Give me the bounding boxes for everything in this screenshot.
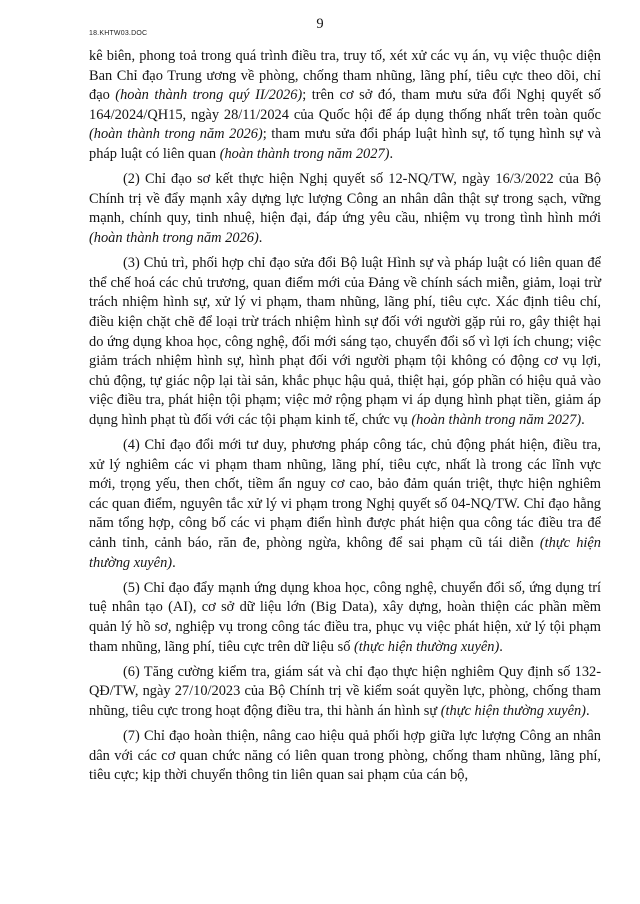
text-run: .: [581, 411, 585, 428]
text-run: .: [389, 145, 394, 162]
text-run: .: [499, 638, 503, 655]
deadline-note: (hoàn thành trong năm 2026): [89, 126, 263, 143]
deadline-note: (hoàn thành trong năm 2027): [411, 411, 582, 428]
text-run: (3) Chủ trì, phối hợp chỉ đạo sửa đổi Bộ luật Hình sự và pháp luật có liên quan để thể chế hoá các chủ trương, quan điểm mới của Đảng về chính sách miễn, giảm, loại trừ trách nhiệm hình sự, xử lý vi phạm, tham nhũng, lãng phí, tiêu cực. Xác định tiêu chí, điều kiện chặt chẽ để loại trừ trách nhiệm hình sự đối với người gặp rủi ro, gây thiệt hại do ứng dụng khoa học, công nghệ, đổi mới sáng tạo, chuyển đổi số vì lợi ích chung; việc giảm trách nhiệm hình sự, hình phạt đối với người phạm tội không có động cơ vụ lợi, chủ động, tự giác nộp lại tài sản, khắc phục hậu quả, thiệt hại, góp phần có hiệu quả vào việc điều tra, phát hiện tội phạm; việc mở rộng phạm vi áp dụng hình phạt tiền, giảm áp dụng hình phạt tù đối với các tội phạm kinh tế, chức vụ: [89, 255, 601, 428]
text-run: (6) Tăng cường kiểm tra, giám sát và chỉ đạo thực hiện nghiêm Quy định số 132-QĐ/TW, ngày 27/10/2023 của Bộ Chính trị về kiểm soát quyền lực, phòng, chống tham nhũng, tiêu cực trong hoạt động điều tra, thi hành án hình sự: [89, 663, 601, 719]
text-run: (5) Chỉ đạo đẩy mạnh ứng dụng khoa học, công nghệ, chuyển đổi số, ứng dụng trí tuệ nhân tạo (AI), cơ sở dữ liệu lớn (Big Data), xây dựng, hoàn thiện các phần mềm quản lý hồ sơ, nghiệp vụ trong công tác điều tra, phục vụ việc phát hiện, xử lý tội phạm tham nhũng, lãng phí, tiêu cực trên dữ liệu số: [89, 579, 601, 655]
text-run: (7) Chỉ đạo hoàn thiện, nâng cao hiệu quả phối hợp giữa lực lượng Công an nhân dân với các cơ quan chức năng có liên quan trong phòng, chống tham nhũng, lãng phí, tiêu cực; kịp thời chuyển thông tin liên quan sai phạm của cán bộ,: [89, 728, 601, 784]
page-number: 9: [316, 16, 324, 32]
text-run: .: [172, 554, 176, 571]
deadline-note: (thực hiện thường xuyên): [440, 702, 586, 719]
text-run: ; tham mưu sửa đổi pháp luật hình sự, tố tụng hình sự và pháp luật có liên quan: [89, 126, 601, 162]
paragraph-item-7: [89, 727, 601, 786]
deadline-note: (hoàn thành trong năm 2026): [89, 229, 259, 246]
paragraph-continuation: [89, 47, 601, 165]
text-run: kê biên, phong toả trong quá trình điều tra, truy tố, xét xử các vụ án, vụ việc thuộc diện Ban Chỉ đạo Trung ương về phòng, chống tham nhũng, lãng phí, tiêu cực theo dõi, chỉ đạo: [89, 48, 601, 104]
text-run: (4) Chỉ đạo đổi mới tư duy, phương pháp công tác, chủ động phát hiện, điều tra, xử lý nghiêm các vi phạm tham nhũng, lãng phí, tiêu cực, nhất là trong các lĩnh vực mới, trọng yếu, then chốt, tiềm ẩn nguy cơ cao, bảo đảm quán triệt, thực hiện nghiêm các quan điểm, nguyên tắc xử lý vi phạm trong Nghị quyết số 04-NQ/TW. Chỉ đạo hằng năm tổng hợp, công bố các vi phạm điển hình được phát hiện qua công tác điều tra để cảnh tỉnh, cảnh báo, răn đe, phòng ngừa, không để sai phạm cũ tái diễn: [89, 437, 601, 552]
text-run: (2) Chỉ đạo sơ kết thực hiện Nghị quyết số 12-NQ/TW, ngày 16/3/2022 của Bộ Chính trị về đẩy mạnh xây dựng lực lượng Công an nhân dân thật sự trong sạch, vững mạnh, chính quy, tinh nhuệ, hiện đại, đáp ứng yêu cầu, nhiệm vụ trong tình hình mới: [89, 171, 601, 227]
deadline-note: (thực hiện thường xuyên): [353, 638, 500, 655]
text-run: .: [585, 702, 590, 719]
text-run: .: [258, 229, 263, 246]
paragraph-item-5: [89, 579, 601, 657]
paragraph-item-2: [89, 170, 601, 248]
text-run: ; trên cơ sở đó, tham mưu sửa đổi Nghị quyết số 164/2024/QH15, ngày 28/11/2024 của Quốc hội để áp dụng thống nhất trên toàn quốc: [89, 87, 601, 123]
document-body: [89, 47, 601, 792]
deadline-note: (hoàn thành trong năm 2027): [219, 145, 390, 162]
paragraph-item-6: [89, 663, 601, 722]
paragraph-item-3: [89, 254, 601, 430]
paragraph-item-4: [89, 436, 601, 573]
deadline-note: (thực hiện thường xuyên): [89, 535, 601, 571]
deadline-note: (hoàn thành trong quý II/2026): [115, 87, 303, 104]
document-file-name: 18.KHTW03.DOC: [89, 30, 148, 37]
